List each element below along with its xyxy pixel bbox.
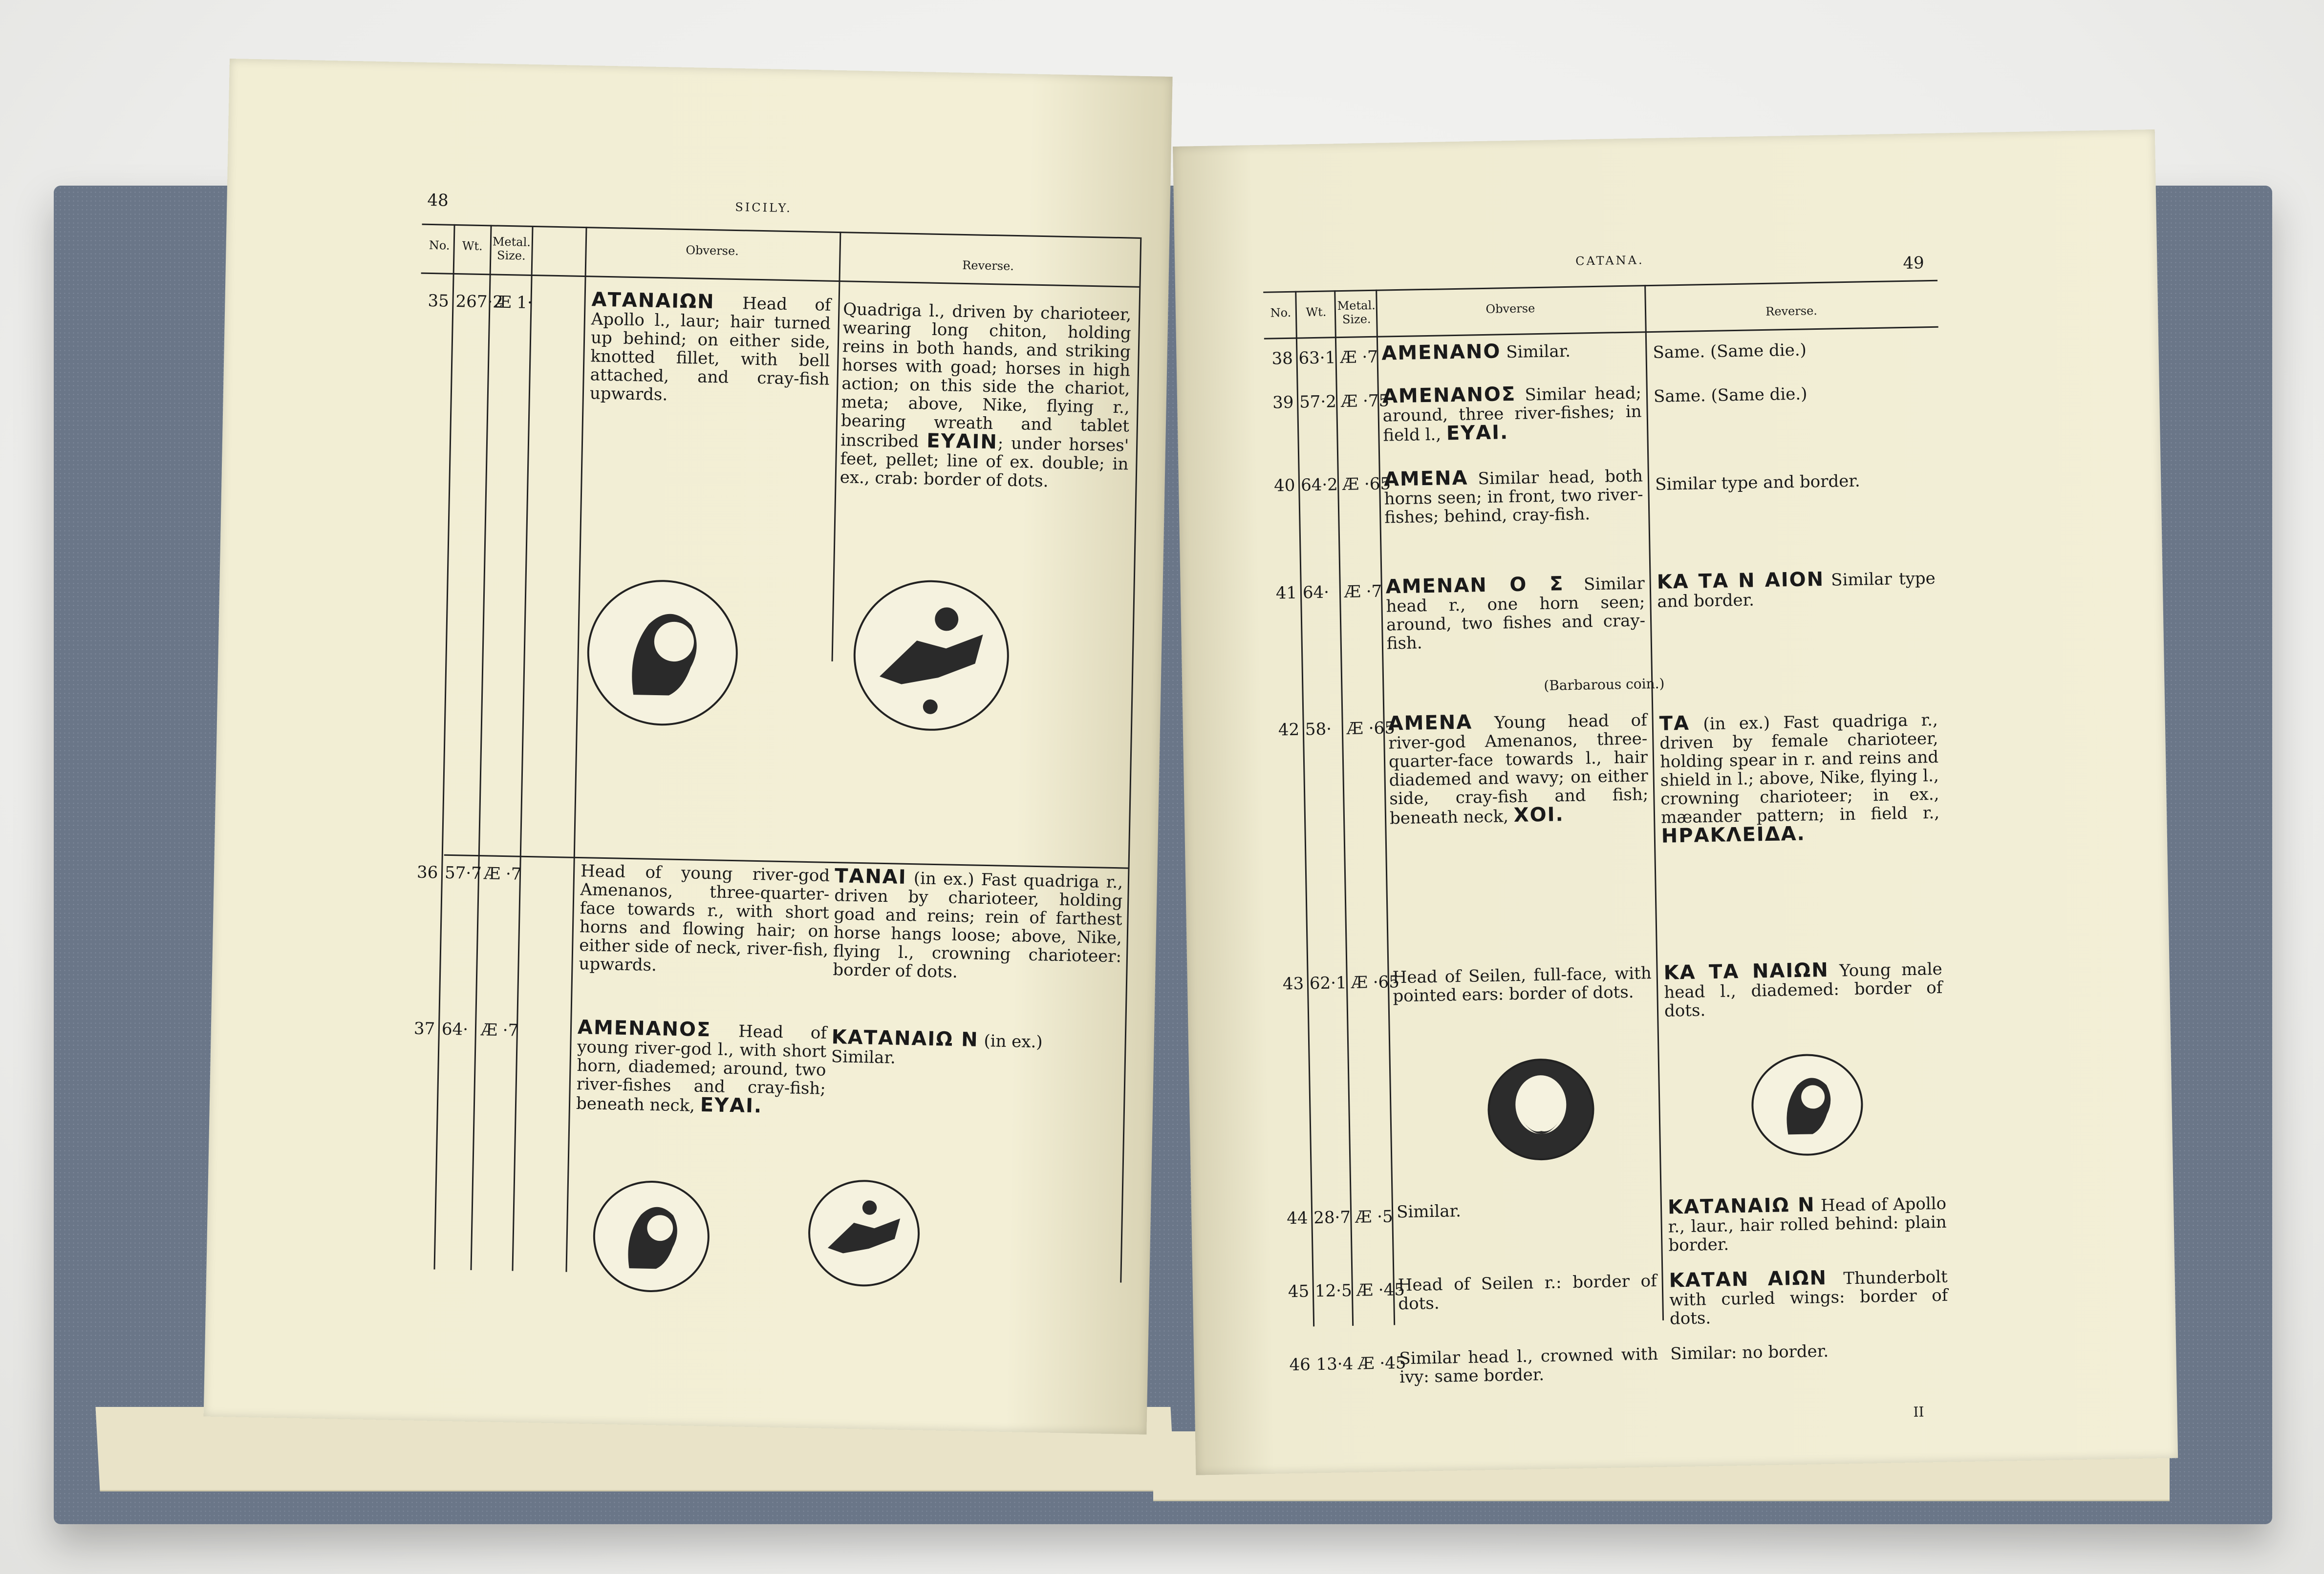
row-obverse: Head of Seilen r.: border of dots. <box>1398 1271 1657 1314</box>
left-page <box>204 59 1173 1435</box>
row-no: 43 <box>1282 974 1304 994</box>
col-header-metal: Metal. Size. <box>492 234 531 263</box>
row-no: 36 <box>416 862 438 883</box>
row-no: 40 <box>1273 475 1295 496</box>
row-wt: 12·5 <box>1314 1280 1352 1301</box>
greek-legend: ΚΑΤΑΝ ΑΙΩΝ <box>1669 1266 1828 1292</box>
row-no: 45 <box>1288 1281 1310 1302</box>
page-number: 48 <box>427 190 449 211</box>
row-no: 37 <box>413 1019 435 1039</box>
row-reverse: Same. (Same die.) <box>1653 340 1807 362</box>
greek-legend: ΚΑ ΤΑ Ν ΑΙΟΝ <box>1657 568 1825 594</box>
row-metal: Æ ·7 <box>1340 347 1378 368</box>
signature-mark: II <box>1913 1404 1924 1420</box>
col-header-wt: Wt. <box>1306 305 1327 319</box>
row-no: 46 <box>1289 1355 1311 1375</box>
col-header-no: No. <box>429 238 450 253</box>
row-metal: Æ ·45 <box>1356 1280 1405 1300</box>
row-reverse: ΤΑΝΑΙ (in ex.) Fast quadriga r., driven by charioteer, holding goad and reins; rein of farthest horse hangs loose; above, Nike, flying l., crowning charioteer: border of dots. <box>833 865 1123 982</box>
greek-legend: ΚΑ ΤΑ ΝΑΙΩΝ <box>1663 958 1829 984</box>
row-reverse: Similar type and border. <box>1655 471 1861 494</box>
row-obverse: ΑΜΕΝΑΝΟΣ Head of young river-god l., with short horn, diademed; around, two river-fishes and cray-fish; beneath neck, ΕΥΑΙ. <box>576 1016 827 1118</box>
row-no: 41 <box>1275 583 1297 603</box>
row-obverse: Similar head l., crowned with ivy: same border. <box>1399 1344 1658 1387</box>
row-obverse: ΑΜΕΝΑ Young head of river-god Amenanos, three-quarter-face towards l., hair diademed and wavy; on either side, cray-fish and fish; beneath neck, ΧΟΙ. <box>1388 710 1649 829</box>
row-obverse: ΑΜΕΝΑ Similar head, both horns seen; in front, two river-fishes; behind, cray-fish. <box>1383 466 1643 528</box>
greek-legend: ΕΥΑΙ. <box>700 1093 763 1118</box>
greek-legend: ΑΜΕΝΑΝ Ο Σ <box>1385 573 1564 598</box>
row-wt: 57·2 <box>1299 392 1337 412</box>
greek-legend: ΗΡΑΚΛΕΙΔΑ. <box>1661 822 1806 848</box>
row-reverse: ΚΑ ΤΑ Ν ΑΙΟΝ Similar type and border. <box>1657 568 1936 612</box>
row-no: 42 <box>1278 720 1300 740</box>
greek-legend: ΑΜΕΝΑ <box>1388 711 1473 735</box>
row-obverse: Similar. <box>1396 1201 1462 1222</box>
coin-obverse-illustration <box>586 578 739 727</box>
row-metal: Æ ·45 <box>1357 1353 1406 1374</box>
row-metal: Æ ·65 <box>1351 972 1400 993</box>
row-metal: Æ ·7 <box>483 864 522 884</box>
page-number: 49 <box>1903 253 1925 273</box>
row-reverse: Quadriga l., driven by charioteer, wearing long chiton, holding reins in both hands, and striking horses with goad; horses in high action; on this side the chariot, meta; above, Nike, flying r., bearing wreath and tablet inscribed ΕΥΑΙΝ; under horses' feet, pellet; line of ex. double; in ex., crab: border of dots. <box>839 299 1132 491</box>
col-header-wt: Wt. <box>462 239 483 254</box>
greek-legend: ΧΟΙ. <box>1513 803 1565 827</box>
greek-legend: ΚΑΤΑΝΑΙΩ Ν <box>1667 1193 1816 1219</box>
row-reverse: ΚΑΤΑΝΑΙΩ Ν (in ex.) Similar. <box>831 1026 1043 1068</box>
row-obverse: Head of young river-god Amenanos, three-quarter-face towards r., with short horns and flowing hair; on either side of neck, river-fish, upwards. <box>579 861 830 976</box>
row-wt: 57·7 <box>444 863 482 884</box>
row-wt: 58· <box>1305 719 1332 740</box>
row-wt: 64· <box>1302 582 1330 603</box>
row-metal: Æ ·75 <box>1340 391 1390 412</box>
greek-legend: ΑΜΕΝΑΝΟΣ <box>1382 383 1516 408</box>
row-no: 39 <box>1272 392 1294 413</box>
coin-obverse-illustration <box>1487 1058 1595 1161</box>
row-reverse: ΚΑΤΑΝΑΙΩ Ν Head of Apollo r., laur., hair rolled behind: plain border. <box>1667 1193 1947 1255</box>
greek-legend: ΑΜΕΝΑΝΟΣ <box>577 1016 711 1042</box>
row-no: 35 <box>428 291 450 311</box>
row-reverse: ΚΑΤΑΝ ΑΙΩΝ Thunderbolt with curled wings: border of dots. <box>1669 1266 1948 1329</box>
row-metal: Æ ·5 <box>1355 1207 1393 1227</box>
row-obverse: Head of Seilen, full-face, with pointed ears: border of dots. <box>1392 963 1652 1006</box>
col-header-no: No. <box>1270 305 1291 320</box>
row-metal: Æ ·7 <box>480 1020 519 1041</box>
col-header-metal: Metal. Size. <box>1337 298 1376 326</box>
row-obverse: ΑΜΕΝΑΝΟ Similar. <box>1381 340 1571 365</box>
barbarous-coin-note: (Barbarous coin.) <box>1544 675 1665 694</box>
row-wt: 28·7 <box>1313 1207 1351 1228</box>
coin-reverse-illustration <box>852 579 1011 732</box>
col-header-reverse: Reverse. <box>962 258 1014 273</box>
col-header-obverse: Obverse. <box>686 243 739 258</box>
row-metal: Æ ·65 <box>1346 718 1396 739</box>
greek-legend: ΕΥΑΙΝ <box>926 429 998 454</box>
row-obverse: ΑΜΕΝΑΝ Ο Σ Similar head r., one horn seen; around, two fishes and cray-fish. <box>1385 573 1646 654</box>
coin-reverse-illustration <box>807 1179 921 1287</box>
row-obverse: ΑΤΑΝΑΙΩΝ Head of Apollo l., laur; hair turned up behind; on either side, knotted fillet, with bell attached, and cray-fish upwards. <box>589 288 831 405</box>
greek-legend: ΕΥΑΙ. <box>1446 421 1509 445</box>
greek-legend: ΤΑΝΑΙ <box>834 865 907 889</box>
row-wt: 64·2 <box>1300 475 1338 495</box>
row-wt: 62·1 <box>1309 973 1347 994</box>
running-head: CATANA. <box>1575 253 1644 268</box>
row-metal: Æ ·7 <box>1344 581 1382 602</box>
row-wt: 13·4 <box>1316 1354 1354 1375</box>
greek-legend: ΑΜΕΝΑ <box>1383 467 1468 491</box>
coin-obverse-illustration <box>592 1180 710 1294</box>
greek-legend: ΑΤΑΝΑΙΩΝ <box>591 288 715 314</box>
running-head: SICILY. <box>735 200 793 215</box>
coin-reverse-illustration <box>1751 1053 1864 1157</box>
greek-legend: ΑΜΕΝΑΝΟ <box>1381 340 1501 365</box>
row-reverse: Similar: no border. <box>1670 1341 1829 1364</box>
row-wt: 63·1 <box>1298 348 1336 368</box>
greek-legend: ΚΑΤΑΝΑΙΩ Ν <box>831 1026 979 1051</box>
row-no: 38 <box>1271 348 1293 369</box>
col-header-reverse: Reverse. <box>1765 304 1818 319</box>
row-reverse: ΤΑ (in ex.) Fast quadriga r., driven by female charioteer, holding spear in r. and reins and shield in l.; above, Nike, flying l., crowning charioteer; in ex., mæander pattern; in field r., ΗΡΑΚΛΕΙΔΑ. <box>1659 710 1940 848</box>
row-reverse: ΚΑ ΤΑ ΝΑΙΩΝ Young male head l., diademed: border of dots. <box>1663 958 1943 1021</box>
row-wt: 267·2 <box>455 291 504 312</box>
row-obverse: ΑΜΕΝΑΝΟΣ Similar head; around, three river-fishes; in field l., ΕΥΑΙ. <box>1382 383 1642 446</box>
row-wt: 64· <box>441 1019 469 1040</box>
col-header-obverse: Obverse <box>1485 301 1535 316</box>
row-no: 44 <box>1286 1208 1308 1229</box>
row-metal: Æ 1· <box>495 292 533 313</box>
greek-legend: ΤΑ <box>1659 712 1690 735</box>
row-reverse: Same. (Same die.) <box>1653 384 1808 406</box>
row-metal: Æ ·65 <box>1342 474 1391 495</box>
right-page <box>1173 129 2178 1475</box>
